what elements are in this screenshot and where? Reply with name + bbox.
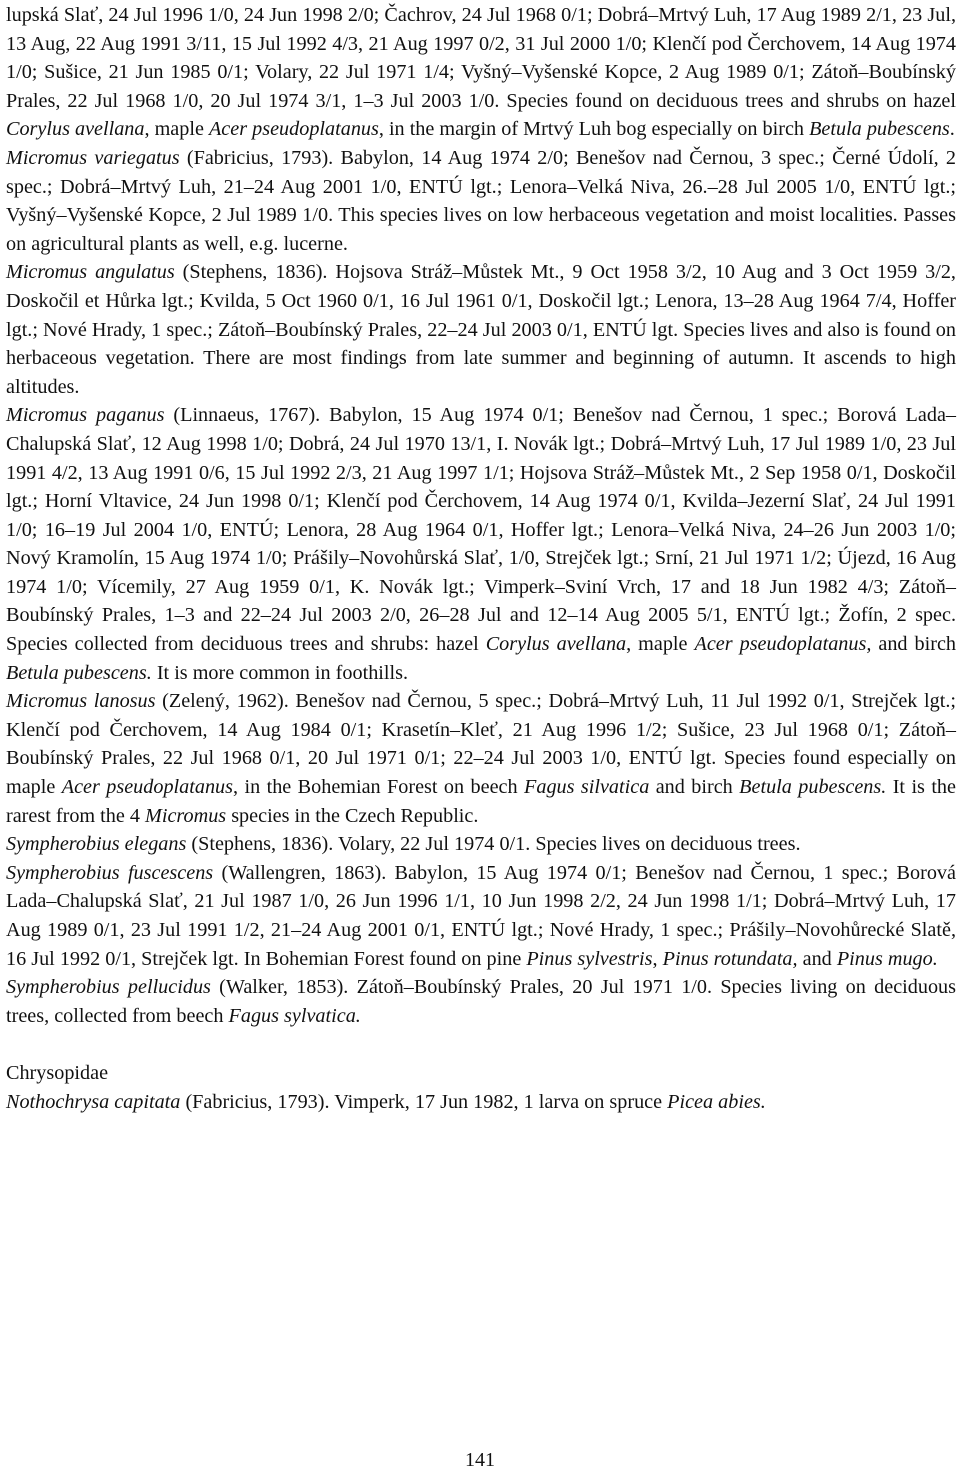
text-run: and xyxy=(797,947,837,970)
family-heading: Chrysopidae xyxy=(6,1061,109,1084)
text-run: It is more common in foothills. xyxy=(151,661,409,684)
text-run: (Fabricius, 1793). Babylon, 14 Aug 1974 2/0; Benešov nad Černou, 3 spec.; Černé Údolí, 2 spec.; Dobrá–Mrtvý Luh, 21–24 Aug 2001 1/0, ENTÚ lgt.; Lenora–Velká Niva, 26.–28 Jul 2005 1/0, ENTÚ lgt.; Vyšný–Vyšenské Kopce, 2 Jul 1989 1/0. This species lives on low herbaceous vegetation and moist localities. Passes on agricultural plants as well, e.g. lucerne. xyxy=(6,146,956,255)
text-run: species in the Czech Republic. xyxy=(226,804,479,827)
italic-taxon-name: Corylus avellana xyxy=(485,633,627,656)
text-run: and birch xyxy=(871,633,956,656)
text-run: (Stephens, 1836). Volary, 22 Jul 1974 0/1. Species lives on deciduous trees. xyxy=(186,833,801,856)
species-entry-sympherobius-fuscescens xyxy=(6,859,956,973)
text-run: . xyxy=(949,118,955,141)
italic-taxon-name: Acer pseudoplatanus xyxy=(61,776,234,799)
species-entry-sympherobius-pellucidus xyxy=(6,973,956,1030)
text-run: , in the Bohemian Forest on beech xyxy=(233,776,525,799)
italic-taxon-name: Sympherobius elegans xyxy=(6,833,187,856)
species-entry-micromus-variegatus xyxy=(6,144,956,258)
text-run: lupská Slať, 24 Jul 1996 1/0, 24 Jun 1998 2/0; Čachrov, 24 Jul 1968 0/1; Dobrá–Mrtvý Luh, 17 Aug 1989 2/1, 23 Jul, 13 Aug, 22 Aug 1991 3/11, 15 Jul 1992 4/3, 21 Aug 1997 0/2, 31 Jul 2000 1/0; Klenčí pod Čerchovem, 14 Aug 1974 1/0; Sušice, 21 Jun 1985 0/1; Volary, 22 Jul 1971 1/4; Vyšný–Vyšenské Kopce, 2 Aug 1989 0/1; Zátoň–Boubínský Prales, 22 Jul 1968 1/0, 20 Jul 1974 3/1, 1–3 Jul 2003 1/0. Species found on deciduous trees and shrubs on hazel xyxy=(6,4,956,112)
italic-taxon-name: Micromus angulatus xyxy=(6,261,175,284)
text-run: It is the rarest from the 4 xyxy=(6,776,956,827)
text-run: (Linnaeus, 1767). Babylon, 15 Aug 1974 0/1; Benešov nad Černou, 1 spec.; Borová Lada–Chalupská Slať, 12 Aug 1998 1/0; Dobrá, 24 Jul 1970 13/1, I. Novák lgt.; Dobrá–Mrtvý Luh, 17 Jul 1989 1/0, 23 Jul 1991 4/2, 13 Aug 1991 0/6, 15 Jul 1992 2/3, 21 Aug 1997 1/1; Hojsova Stráž–Můstek Mt., 2 Sep 1958 0/1, Doskočil lgt.; Horní Vltavice, 24 Jun 1998 0/1; Klenčí pod Čerchovem, 14 Aug 1974 0/1, Kvilda–Jezerní Slať, 24 Jul 1991 1/0; 16–19 Jul 2004 1/0, ENTÚ; Lenora, 28 Aug 1964 0/1, Hoffer lgt.; Lenora–Velká Niva, 24–26 Jun 2003 1/0; Nový Kramolín, 15 Aug 1974 1/0; Prášily–Novohůrská Slať, 1/0, Strejček lgt.; Srní, 21 Jul 1971 1/2; Újezd, 16 Aug 1974 1/0; Vícemily, 27 Aug 1959 0/1, K. Novák lgt.; Vimperk–Sviní Vrch, 17 and 18 Jun 1982 4/3; Zátoň–Boubínský Prales, 1–3 and 22–24 Jul 2003 2/0, 26–28 Jul and 12–14 Aug 2005 5/1, ENTÚ lgt.; Žofín, 2 spec. Species collected from deciduous trees and shrubs: hazel xyxy=(6,404,956,656)
species-paragraphs xyxy=(6,1,956,1030)
text-run: , maple xyxy=(144,118,209,141)
italic-taxon-name: Micromus xyxy=(145,804,227,827)
italic-taxon-name: Fagus sylvatica. xyxy=(228,1004,361,1027)
species-entry-sympherobius-elegans xyxy=(6,830,956,859)
italic-taxon-name: Acer pseudoplatanus, xyxy=(694,633,872,656)
text-run: (Walker, 1853). Zátoň–Boubínský Prales, 20 Jul 1971 1/0. Species living on deciduous trees, collected from beech xyxy=(6,976,956,1027)
italic-taxon-name: Acer pseudoplatanus xyxy=(208,118,379,141)
final-species-paragraph xyxy=(6,1088,956,1117)
species-entry-micromus-paganus xyxy=(6,401,956,687)
italic-taxon-name: Sympherobius pellucidus xyxy=(6,976,211,999)
text-run: (Wallengren, 1863). Babylon, 15 Aug 1974 0/1; Benešov nad Černou, 1 spec.; Borová Lada–Chalupská Slať, 21 Jul 1987 1/0, 26 Jun 1996 1/1, 10 Jun 1998 2/2, 24 Jun 1998 1/1; Dobrá–Mrtvý Luh, 17 Aug 1989 0/1, 23 Jul 1991 1/2, 21–24 Aug 2001 0/1, ENTÚ lgt.; Nové Hrady, 1 spec.; Prášily–Novohůrecké Slatě, 16 Jul 1992 0/1, Strejček lgt. In Bohemian Forest found on pine xyxy=(6,861,956,970)
italic-taxon-name: Corylus avellana xyxy=(6,118,145,141)
italic-taxon-name: Betula pubescens. xyxy=(6,661,152,684)
section-gap xyxy=(6,1030,956,1059)
text-run: (Fabricius, 1793). Vimperk, 17 Jun 1982, 1 larva on spruce xyxy=(180,1090,668,1113)
text-run: , maple xyxy=(626,633,695,656)
body-text xyxy=(6,1,956,1116)
text-run: (Zelený, 1962). Benešov nad Černou, 5 spec.; Dobrá–Mrtvý Luh, 11 Jul 1992 0/1, Strejček lgt.; Klenčí pod Čerchovem, 14 Aug 1984 0/1; Krasetín–Kleť, 21 Aug 1996 1/2; Sušice, 23 Jul 1968 0/1; Zátoň–Boubínský Prales, 22 Jul 1968 0/1, 20 Jul 1971 0/1; 22–24 Jul 2003 1/0, ENTÚ lgt. Species found especially on maple xyxy=(6,690,957,799)
italic-taxon-name: Micromus paganus xyxy=(6,404,165,427)
italic-taxon-name: Nothochrysa capitata xyxy=(6,1090,181,1113)
italic-taxon-name: Picea abies. xyxy=(667,1090,766,1113)
italic-taxon-name: Sympherobius fuscescens xyxy=(6,861,214,884)
species-entry-prev-species-tail xyxy=(6,1,956,144)
species-entry-micromus-angulatus xyxy=(6,258,956,401)
italic-taxon-name: Micromus variegatus xyxy=(6,146,180,169)
page-number: 141 xyxy=(465,1449,495,1471)
italic-taxon-name: Betula pubescens xyxy=(809,118,950,141)
text-run: and birch xyxy=(649,776,740,799)
italic-taxon-name: Pinus mugo. xyxy=(836,947,938,970)
italic-taxon-name: Betula pubescens. xyxy=(739,776,887,799)
italic-taxon-name: Pinus sylvestris xyxy=(526,947,653,970)
text-run: , xyxy=(652,947,663,970)
text-run: (Stephens, 1836). Hojsova Stráž–Můstek Mt., 9 Oct 1958 3/2, 10 Aug and 3 Oct 1959 3/2, Doskočil et Hůrka lgt.; Kvilda, 5 Oct 1960 0/1, 16 Jul 1961 0/1, Doskočil lgt.; Lenora, 13–28 Aug 1964 7/4, Hoffer lgt.; Nové Hrady, 1 spec.; Zátoň–Boubínský Prales, 22–24 Jul 2003 0/1, ENTÚ lgt. Species lives and also is found on herbaceous vegetation. There are most findings from late summer and beginning of autumn. It ascends to high altitudes. xyxy=(6,261,956,398)
italic-taxon-name: Pinus rotundata, xyxy=(662,947,798,970)
species-entry-micromus-lanosus xyxy=(6,687,956,830)
italic-taxon-name: Micromus lanosus xyxy=(6,690,156,713)
text-run: , in the margin of Mrtvý Luh bog especially on birch xyxy=(378,118,810,141)
italic-taxon-name: Fagus silvatica xyxy=(524,776,650,799)
